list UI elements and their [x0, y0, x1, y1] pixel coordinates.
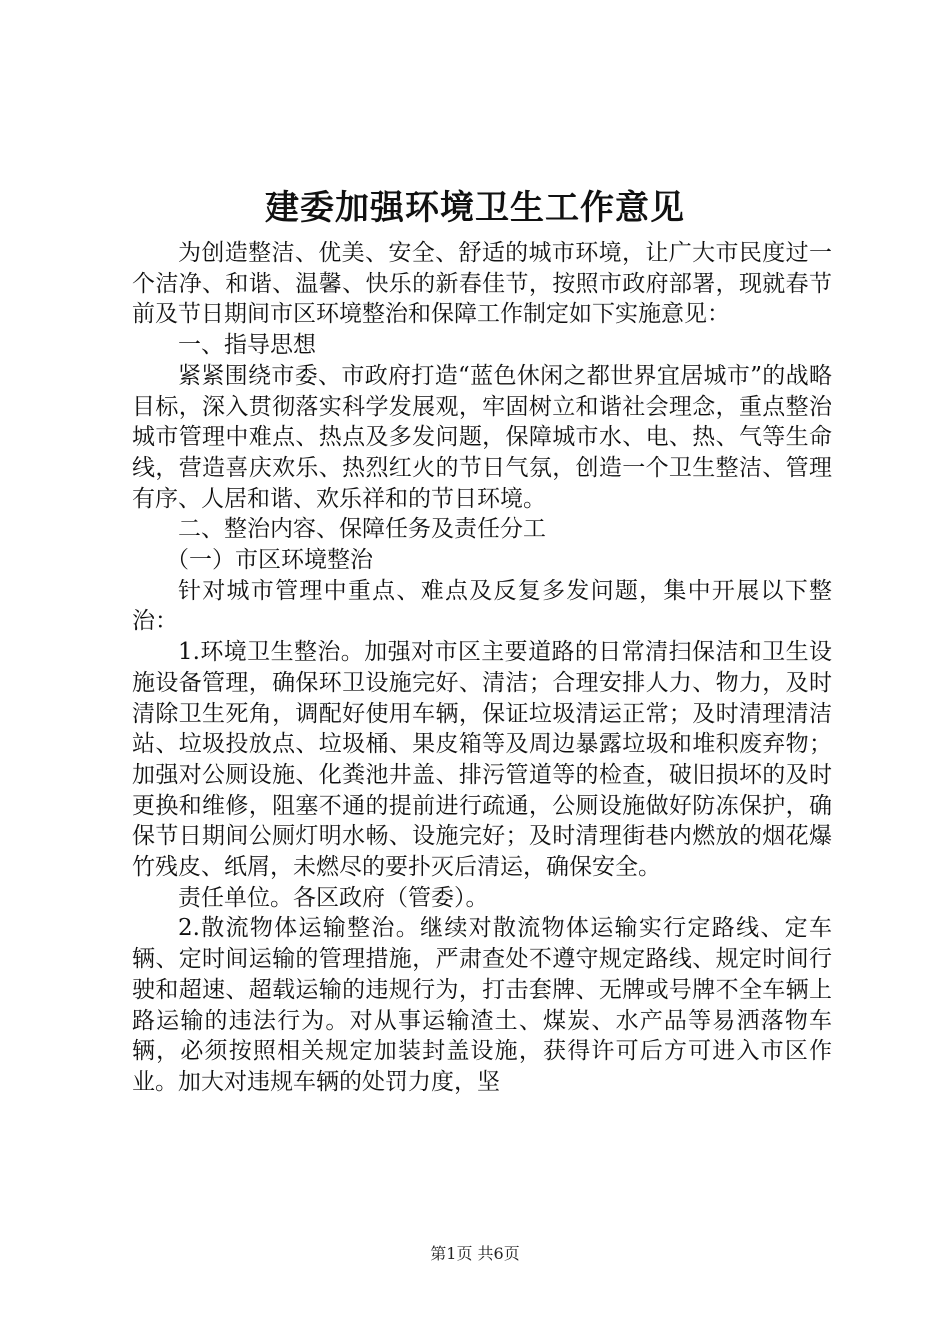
intro-paragraph: 为创造整洁、优美、安全、舒适的城市环境，让广大市民度过一个洁净、和谐、温馨、快乐的新春佳节，按照市政府部署，现就春节前及节日期间市区环境整治和保障工作制定如下实施意见：	[132, 240, 832, 328]
responsible-unit-paragraph: 责任单位。各区政府（管委）。	[178, 884, 489, 911]
page-footer: 第1页 共6页	[430, 1244, 520, 1263]
sanitation-paragraph: 1.环境卫生整治。加强对市区主要道路的日常清扫保洁和卫生设施设备管理，确保环卫设施完好、清洁；合理安排人力、物力，及时清除卫生死角，调配好使用车辆，保证垃圾清运正常；及时清理清洁站、垃圾投放点、垃圾桶、果皮箱等及周边暴露垃圾和堆积废弃物；加强对公厕设施、化粪池井盖、排污管道等的检查，破旧损坏的及时更换和维修，阻塞不通的提前进行疏通，公厕设施做好防冻保护，确保节日期间公厕灯明水畅、设施完好；及时清理街巷内燃放的烟花爆竹残皮、纸屑，未燃尽的要扑灭后清运，确保安全。	[132, 639, 832, 881]
bulk-transport-paragraph: 2.散流物体运输整治。继续对散流物体运输实行定路线、定车辆、定时间运输的管理措施，严肃查处不遵守规定路线、规定时间行驶和超速、超载运输的违规行为，打击套牌、无牌或号牌不全车辆上路运输的违法行为。对从事运输渣土、煤炭、水产品等易洒落物车辆，必须按照相关规定加装封盖设施，获得许可后方可进入市区作业。加大对违规车辆的处罚力度，坚	[132, 915, 832, 1095]
section-heading-tasks: 二、整治内容、保障任务及责任分工	[178, 516, 546, 543]
urban-environment-intro-paragraph: 针对城市管理中重点、难点及反复多发问题，集中开展以下整治：	[132, 577, 832, 635]
section-heading-guiding-ideology: 一、指导思想	[178, 332, 316, 359]
document-body	[132, 238, 832, 1098]
document-title: 建委加强环境卫生工作意见	[265, 188, 685, 228]
guiding-ideology-paragraph: 紧紧围绕市委、市政府打造“蓝色休闲之都世界宜居城市”的战略目标，深入贯彻落实科学发展观，牢固树立和谐社会理念，重点整治城市管理中难点、热点及多发问题，保障城市水、电、热、气等生命线，营造喜庆欢乐、热烈红火的节日气氛，创造一个卫生整洁、管理有序、人居和谐、欢乐祥和的节日环境。	[132, 362, 832, 512]
subsection-heading-urban-environment: （一）市区环境整治	[166, 547, 373, 574]
